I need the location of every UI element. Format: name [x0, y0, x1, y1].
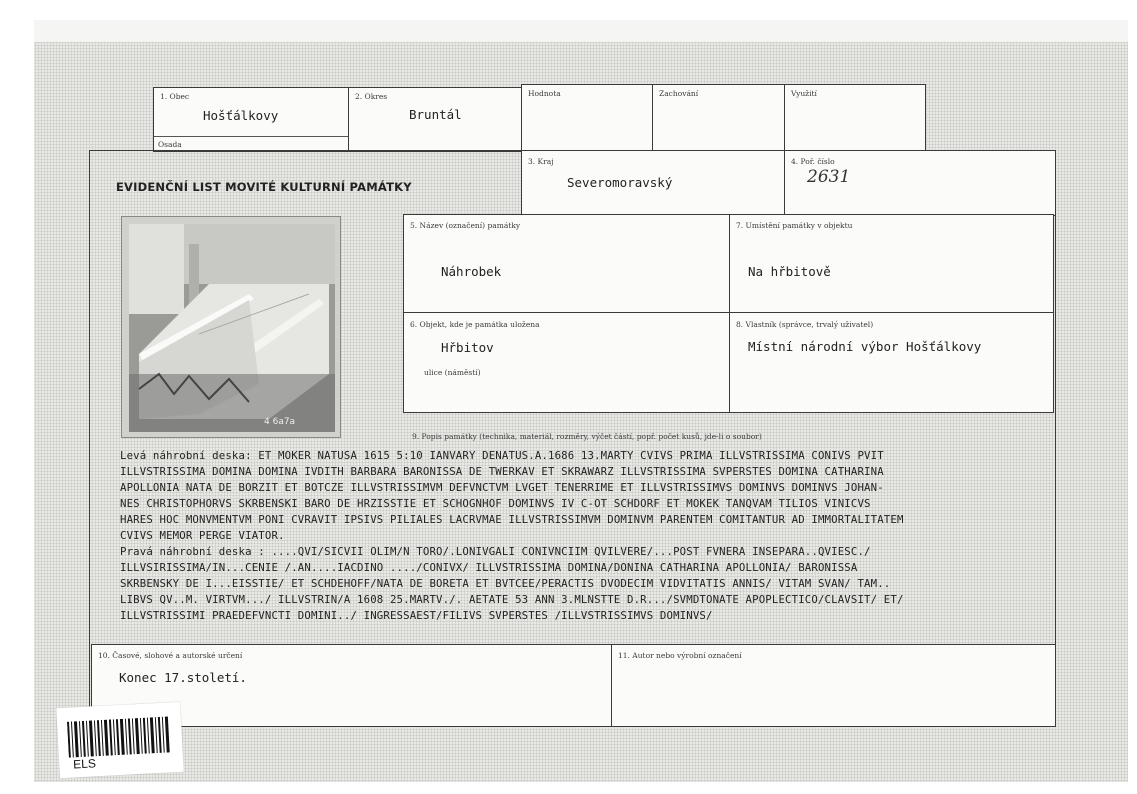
popis-line-11: ILLVSTRISSIMI PRAEDEFVNCTI DOMINI../ INGRESSAEST/FILIVS SVPERSTES /ILLVSTRISSIMVS DOMINVS/	[120, 609, 713, 622]
barcode-sticker	[56, 702, 183, 778]
field-vyuziti	[784, 84, 926, 152]
popis-line-4: NES CHRISTOPHORVS SKRBENSKI BARO DE HRZISSTIE ET SCHOGNHOF DOMINVS IV C-OT SCHDORF ET MOKEK TANQVAM TILIOS VINICVS	[120, 497, 871, 510]
obec-label: 1. Obec	[160, 92, 190, 101]
popis-line-2: ILLVSTRISSIMA DOMINA DOMINA IVDITH BARBARA BARONISSA DE TWERKAV ET SKRAWARZ ILLVSTRISSIMA SVPERSTES DOMINA CATHARINA	[120, 465, 884, 478]
hodnota-label: Hodnota	[528, 89, 561, 98]
okres-label: 2. Okres	[355, 92, 388, 101]
monument-photo	[121, 216, 341, 438]
tombstone-photo-image	[129, 224, 335, 432]
kraj-label: 3. Kraj	[528, 157, 554, 166]
vyuziti-label: Využití	[791, 89, 817, 98]
svg-text:4 6a7a: 4 6a7a	[264, 417, 296, 427]
kraj-value: Severomoravský	[567, 175, 673, 190]
ulice-label: ulice (náměstí)	[424, 368, 481, 377]
field-por-cislo	[784, 150, 1056, 216]
autor-label: 11. Autor nebo výrobní označení	[618, 651, 742, 660]
field-vlastnik	[729, 312, 1054, 413]
form-title: EVIDENČNÍ LIST MOVITÉ KULTURNÍ PAMÁTKY	[116, 180, 412, 194]
popis-line-1: Levá náhrobní deska: ET MOKER NATUSA 1615 5:10 IANVARY DENATUS.A.1686 13.MARTY CVIVS PRIMA ILLVSTRISSIMA CONIVS PVIT	[120, 449, 884, 462]
popis-line-8: ILLVSIRISSIMA/IN...CENIE /.AN....IACDINO ..../CONIVX/ ILLVSTRISSIMA DOMINA/DONINA CATHARINA APOLLONIA/ BARONISSA	[120, 561, 858, 574]
por-cislo-label: 4. Poř. číslo	[791, 157, 835, 166]
osada-label: Osada	[158, 140, 182, 149]
popis-line-7: Pravá náhrobní deska : ....QVI/SICVII OLIM/N TORO/.LONIVGALI CONIVNCIIM QVILVERE/...POST FVNERA INSEPARA..QVIESC./	[120, 545, 871, 558]
popis-line-10: LIBVS QV..M. VIRTVM.../ ILLVSTRIN/A 1608 25.MARTV./. AETATE 53 ANN 3.MLNSTTE D.R.../SVMDTONATE APOPLECTICO/CLAVSIT/ ET/	[120, 593, 904, 606]
field-hodnota	[521, 84, 654, 152]
popis-line-6: CVIVS MEMOR PERGE VIATOR.	[120, 529, 285, 542]
nazev-label: 5. Název (označení) památky	[410, 221, 521, 230]
field-zachovani	[652, 84, 786, 152]
field-okres	[348, 87, 523, 152]
popis-label: 9. Popis památky (technika, materiál, rozměry, výčet částí, popř. počet kusů, jde-li o soubor)	[412, 432, 762, 441]
field-kraj	[521, 150, 786, 216]
field-umisteni	[729, 214, 1054, 314]
obec-value: Hošťálkovy	[203, 108, 279, 123]
umisteni-label: 7. Umístění památky v objektu	[736, 221, 853, 230]
casove-value: Konec 17.století.	[119, 670, 247, 685]
umisteni-value: Na hřbitově	[748, 264, 831, 279]
nazev-value: Náhrobek	[441, 264, 502, 279]
field-nazev	[403, 214, 731, 314]
casove-label: 10. Časové, slohové a autorské určení	[98, 651, 243, 660]
popis-line-5: HARES HOC MONVMENTVM PONI CVRAVIT IPSIVS PILIALES LACRVMAE ILLVSTRISSIMVM DOMINVM PARENTEM COMITANTUR AD IMMORTALITATEM	[120, 513, 904, 526]
vlastnik-label: 8. Vlastník (správce, trvalý uživatel)	[736, 320, 874, 329]
objekt-value: Hřbitov	[441, 340, 494, 355]
barcode-text: ELS	[72, 756, 97, 772]
vlastnik-value: Místní národní výbor Hošťálkovy	[748, 339, 982, 354]
field-autor	[611, 644, 1056, 727]
field-objekt	[403, 312, 731, 413]
okres-value: Bruntál	[409, 107, 462, 122]
field-obec	[153, 87, 350, 152]
popis-line-9: SKRBENSKY DE I...EISSTIE/ ET SCHDEHOFF/NATA DE BORETA ET BVTCEE/PERACTIS DVODECIM VIDVITATIS ANNIS/ VITAM SVAN/ TAM..	[120, 577, 891, 590]
popis-line-3: APOLLONIA NATA DE BORZIT ET BOTCZE ILLVSTRISSIMVM DEFVNCTVM LVGET TENERRIME ET ILLVSTRISSIMVS DOMINVS DOMINVS JOHAN-	[120, 481, 884, 494]
objekt-label: 6. Objekt, kde je památka uložena	[410, 320, 540, 329]
zachovani-label: Zachování	[659, 89, 699, 98]
por-cislo-value: 2631	[807, 167, 851, 187]
barcode-icon	[67, 716, 173, 757]
